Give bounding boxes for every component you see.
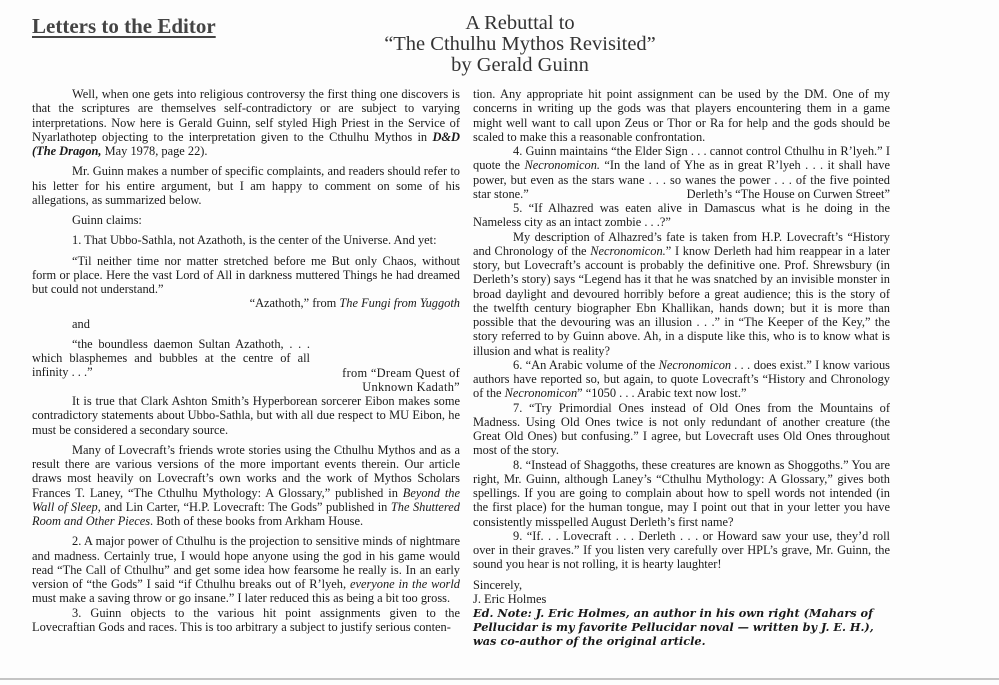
text: My description of Alhazred’s fate is taken from H.P. Lovecraft’s “History and Chronology of the: [473, 229, 890, 258]
page-edge-divider: [0, 678, 999, 680]
paragraph: and: [72, 316, 90, 331]
title-line-1: A Rebuttal to: [465, 12, 575, 34]
italic-ref: Beyond the Wall of Sleep: [32, 485, 460, 514]
italic-ref: Necronomicon.: [590, 243, 666, 258]
closing: Sincerely,: [473, 577, 523, 592]
italic-ref: The Fungi from Yuggoth: [339, 296, 460, 311]
paragraph: 1. That Ubbo-Sathla, not Azathoth, is the center of the Universe. And yet:: [72, 233, 437, 248]
italic-ref: everyone in the world: [349, 577, 460, 591]
paragraph: [473, 358, 890, 401]
paragraph: 7. “Try Primordial Ones instead of Old Ones from the Mountains of Madness. Using Old Ones twice is not only redundant of another creature (the Great Old Ones) but confusing.” I agree, but Lovecraft uses Old Ones throughout most of the story.: [473, 400, 890, 458]
italic-ref: D&D (The Dragon,: [32, 129, 460, 158]
paragraph: 9. “If. . . Lovecraft . . . Derleth . . . or Howard saw your use, they’d roll over in their graves.” If you listen very carefully over HPL’s grave, Mr. Guinn, the sound you hear is not rolling, it is hearty laughter!: [473, 528, 890, 572]
text: 4. Guinn maintains “the Elder Sign . . . cannot control Cthulhu in R’lyeh.” I quote the: [473, 144, 890, 173]
text: ” “1050 . . . Arabic text now lost.”: [577, 386, 747, 401]
paragraph: [32, 87, 460, 158]
editor-note: Ed. Note: J. Eric Holmes, an author in his own right (Mahars of Pellucidar is my favorite Pellucidar noval — written by J. E. H.), was co-author of the original article.: [473, 606, 874, 648]
paragraph: Mr. Guinn makes a number of specific complaints, and readers should refer to his letter for his entire argument, but I am happy to comment on some of his allegations, as summarized below.: [32, 164, 460, 207]
italic-ref: The Shuttered Room and Other Pieces: [32, 499, 460, 528]
text: 6. “An Arabic volume of the: [513, 357, 659, 372]
block-quote: “the boundless daemon Sultan Azathoth, . . . which blasphemes and bubbles at the centre of all infinity . . .”: [32, 336, 310, 380]
text: must make a saving throw or go insane.” I later reduced this as being a bit too gross.: [32, 591, 451, 606]
right-column: [473, 87, 890, 648]
text: , and Lin Carter, “H.P. Lovecraft: The Gods” published in: [97, 499, 391, 514]
paragraph: tion. Any appropriate hit point assignment can be used by the DM. One of my concerns in writing up the gods was that players encountering them in a game might well want to call upon Zeus or Thor or Ra for help and the gods should be scaled to make this a reasonable confrontation.: [473, 87, 890, 144]
paragraph: [32, 534, 460, 605]
title-line-2: “The Cthulhu Mythos Revisited”: [384, 33, 656, 55]
paragraph: 3. Guinn objects to the various hit point assignments given to the Lovecraftian Gods and races. This is too arbitrary a subject to justify serious conten-: [32, 605, 460, 634]
text: “Azathoth,” from: [249, 296, 340, 311]
quote-attribution: from “Dream Quest of Unknown Kadath”: [342, 365, 460, 394]
quote-attribution: [32, 296, 460, 310]
paragraph: Guinn claims:: [72, 213, 142, 227]
section-label: Letters to the Editor: [32, 14, 216, 38]
text: May 1978, page 22).: [101, 144, 208, 158]
text: Well, when one gets into religious controversy the first thing one discovers is that the scriptures are themselves self-contradictory or are subject to varying interpretations. Now here is Gerald Guinn, self styled High Priest in the Service of Nyarlathotep objecting to the interpretation given to the Cthulhu Mythos in: [32, 87, 460, 144]
text: does exist.” I know various authors have reported so, but again, to quote Lovecraft’s “History and Chronology of the: [473, 357, 890, 401]
text: Many of Lovecraft’s friends wrote stories using the Cthulhu Mythos and as a result there are various versions of the more important events therein. Our article draws most heavily on Lovecraft’s own works and the work of Mythos Scholars Frances T. Laney, “The Cthulhu Mythology: A Glossary,” published in: [32, 442, 460, 500]
signature: J. Eric Holmes: [473, 591, 547, 606]
text: . Both of these books from Arkham House.: [150, 514, 364, 528]
paragraph: [473, 230, 890, 358]
quote-attribution: Derleth’s “The House on Curwen Street”: [686, 186, 890, 201]
italic-ref: Necronomicon.: [524, 158, 601, 173]
text: ” I know Derleth had him reappear in a later story, but Lovecraft’s account is probably the definitive one. Prof. Shrewsbury (in Derleth’s story) says “Legend has it that he was snatched by an invisible monster in broad daylight and devoured horribly before a great audience; this is the story of the twelfth century biographer Ebn Khallikan, hands down; but it is more than possible that the devouring was an illusion . . .” in “The Keeper of the Key,” the story referred to by Guinn above. Ah, in a dispute like this, who is to know what is illusion and what is reality?: [473, 243, 890, 358]
title-byline: by Gerald Guinn: [451, 54, 589, 76]
paragraph: 8. “Instead of Shaggoths, these creatures are known as Shoggoths.” You are right, Mr. Guinn, although Laney’s “Cthulhu Mythology: A Glossary,” gives both spellings. If you are going to complain about how to spell words not intended (in the first place) for the human tongue, may I point out that in your letter you have consistently misspelled August Derleth’s first name?: [473, 457, 890, 529]
italic-ref: Necronomicon: [504, 386, 578, 401]
paragraph: It is true that Clark Ashton Smith’s Hyperborean sorcerer Eibon makes some contradictory statements about Ubbo-Sathla, but with all due respect to MU Eibon, he must be considered a secondary source.: [32, 394, 460, 437]
text: “In the land of Yhe as in great R’lyeh . . . it shall have power, but even as the stars wane . . . so wanes the power . . . of the five pointed star stone.”: [473, 158, 890, 201]
text: 2. A major power of Cthulhu is the projection to sensitive minds of nightmare and madness. Certainly true, I would hope anyone using the god in his game would read “The Call of Cthulhu” and get some idea how fearsome he really is. In an early version of “the Gods” I said “if Cthulhu breaks out of R’lyeh,: [32, 534, 460, 591]
left-column: [32, 87, 460, 634]
paragraph: [32, 443, 460, 529]
paragraph: [473, 144, 890, 201]
paragraph: 5. “If Alhazred was eaten alive in Damascus what is he doing in the Nameless city as an intact zombie . . .?”: [473, 201, 890, 230]
block-quote: “Til neither time nor matter stretched before me But only Chaos, without form or place. Here the vast Lord of All in darkness muttered Things he had dreamed but could not understand.”: [32, 253, 460, 296]
article-title: [330, 13, 710, 76]
signature-block: [473, 578, 890, 607]
italic-ref: Necronomicon . . .: [658, 357, 751, 372]
